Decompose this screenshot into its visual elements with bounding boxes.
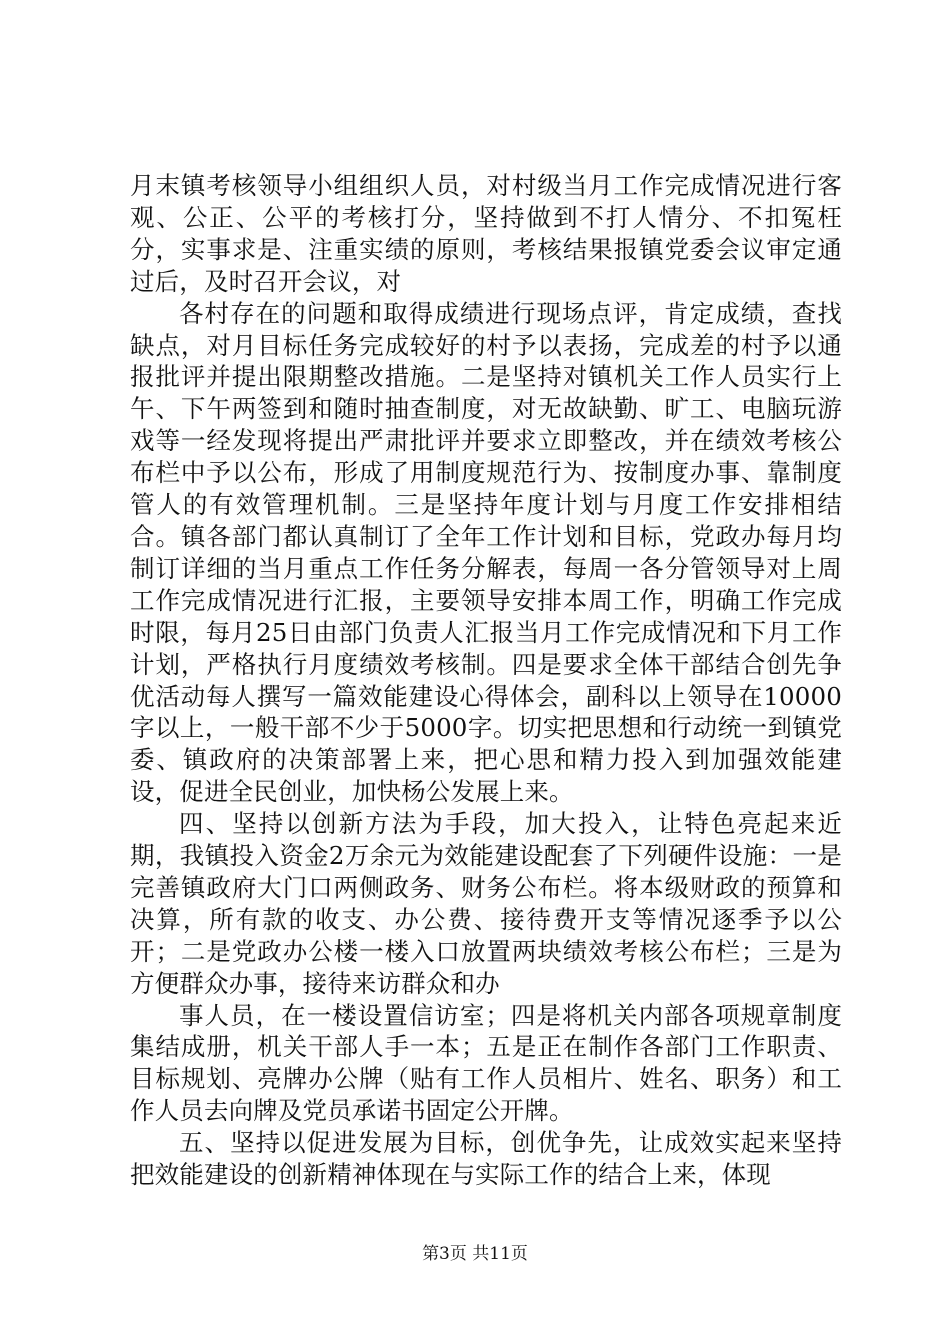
paragraph: 事人员，在一楼设置信访室；四是将机关内部各项规章制度集结成册，机关干部人手一本；五是正在制作各部门工作职责、目标规划、亮牌办公牌（贴有工作人员相片、姓名、职务）和工作人员去向牌及党员承诺书固定公开牌。 [130, 1000, 842, 1126]
paragraph: 四、坚持以创新方法为手段，加大投入，让特色亮起来近期，我镇投入资金2万余元为效能建设配套了下列硬件设施：一是完善镇政府大门口两侧政务、财务公布栏。将本级财政的预算和决算，所有款的收支、办公费、接待费开支等情况逐季予以公开；二是党政办公楼一楼入口放置两块绩效考核公布栏；三是为方便群众办事，接待来访群众和办 [130, 809, 842, 998]
paragraph: 月末镇考核领导小组组织人员，对村级当月工作完成情况进行客观、公正、公平的考核打分，坚持做到不打人情分、不扣冤枉分，实事求是、注重实绩的原则，考核结果报镇党委会议审定通过后，及时召开会议，对 [130, 171, 842, 296]
paragraph: 各村存在的问题和取得成绩进行现场点评，肯定成绩，查找缺点，对月目标任务完成较好的村予以表扬，完成差的村予以通报批评并提出限期整改措施。二是坚持对镇机关工作人员实行上午、下午两签到和随时抽查制度，对无故缺勤、旷工、电脑玩游戏等一经发现将提出严肃批评并要求立即整改，并在绩效考核公布栏中予以公布，形成了用制度规范行为、按制度办事、靠制度管人的有效管理机制。三是坚持年度计划与月度工作安排相结合。镇各部门都认真制订了全年工作计划和目标，党政办每月均制订详细的当月重点工作任务分解表，每周一各分管领导对上周工作完成情况进行汇报，主要领导安排本周工作，明确工作完成时限，每月25日由部门负责人汇报当月工作完成情况和下月工作计划，严格执行月度绩效考核制。四是要求全体干部结合创先争优活动每人撰写一篇效能建设心得体会，副科以上领导在10000字以上，一般干部不少于5000字。切实把思想和行动统一到镇党委、镇政府的决策部署上来，把心思和精力投入到加强效能建设，促进全民创业，加快杨公发展上来。 [130, 298, 842, 807]
paragraph: 五、坚持以促进发展为目标，创优争先，让成效实起来坚持把效能建设的创新精神体现在与实际工作的结合上来，体现 [130, 1128, 842, 1190]
page-number-footer: 第3页 共11页 [422, 1244, 528, 1264]
document-body [130, 170, 842, 1191]
